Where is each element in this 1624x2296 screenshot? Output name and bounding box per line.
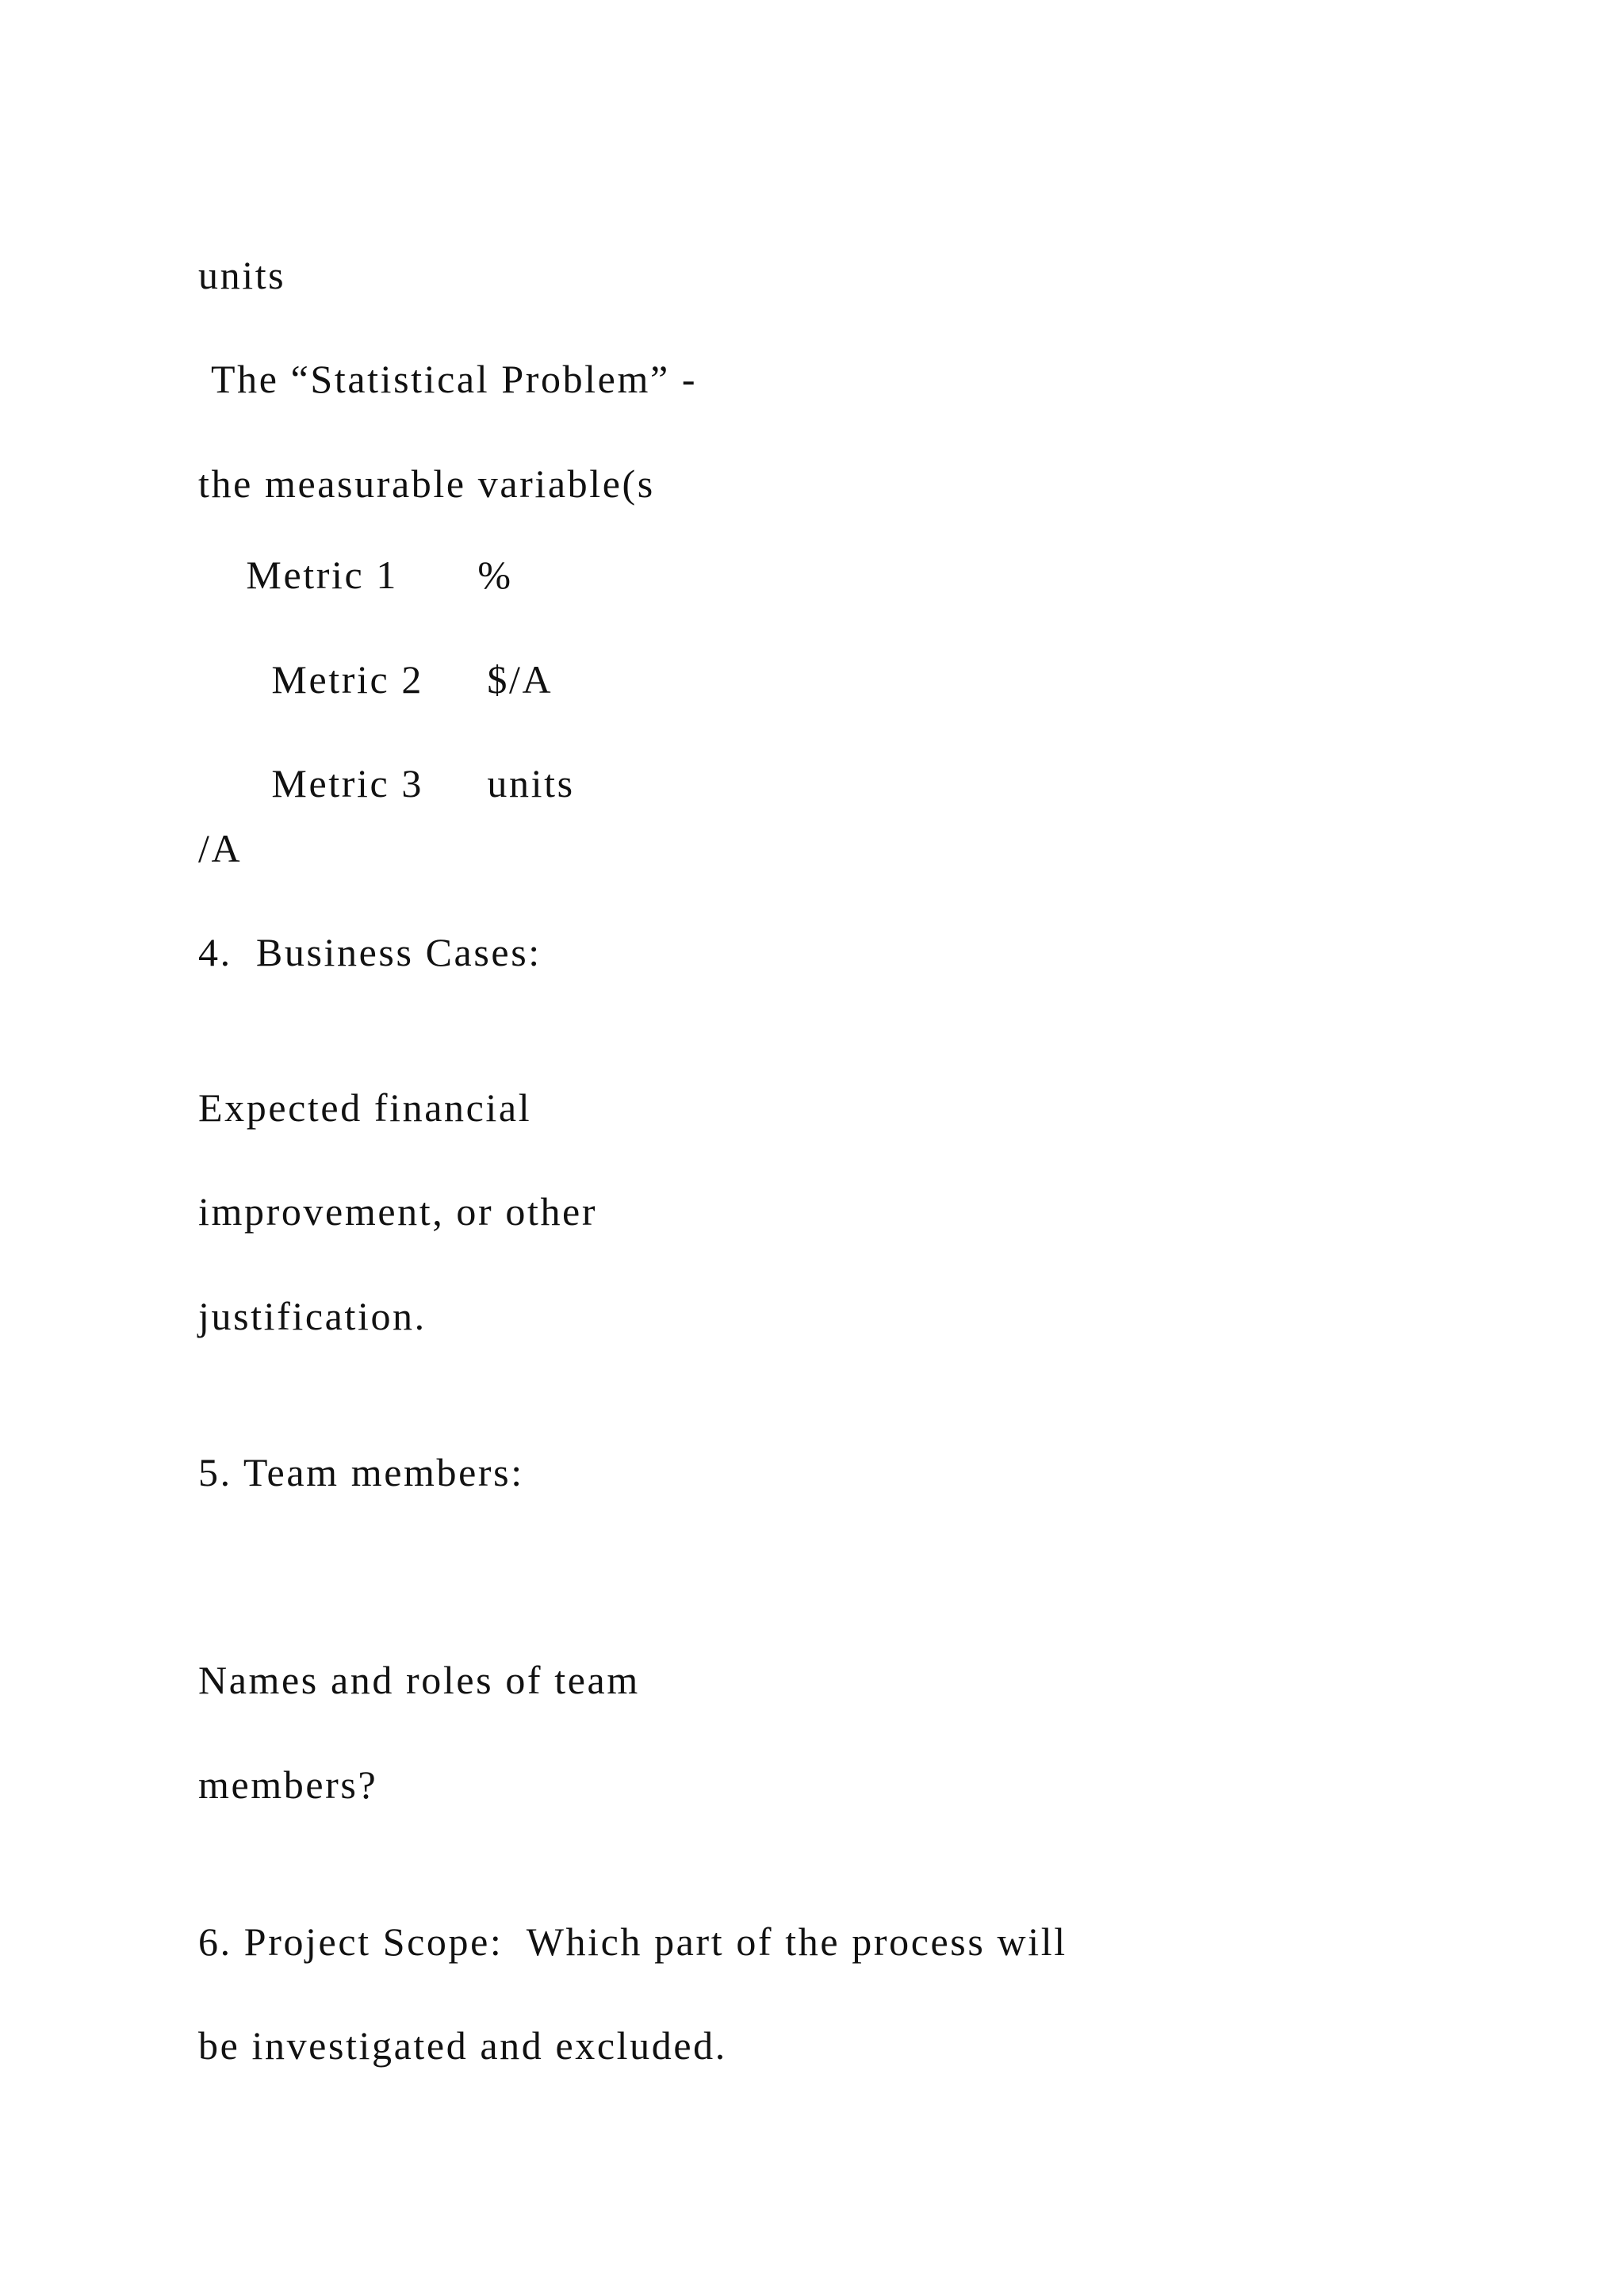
section-heading-project-scope: 6. Project Scope: Which part of the process will	[198, 1919, 1067, 1964]
metric-name: Metric 1	[246, 553, 398, 597]
text-line: justification.	[198, 1294, 427, 1338]
metric-row	[224, 724, 575, 843]
text-line: Expected financial	[198, 1085, 532, 1130]
text-line: be investigated and excluded.	[198, 2023, 727, 2068]
metric-unit: units	[487, 761, 575, 806]
metric-unit: $/A	[487, 657, 553, 702]
statistical-problem-heading: The “Statistical Problem” -	[211, 357, 698, 401]
text-line: Names and roles of team	[198, 1658, 640, 1702]
section-heading-team-members: 5. Team members:	[198, 1450, 524, 1494]
text-line: units	[198, 253, 286, 297]
text-line: members?	[198, 1762, 378, 1807]
text-line: /A	[198, 826, 243, 871]
metric-unit: %	[477, 553, 513, 597]
text-line: improvement, or other	[198, 1189, 598, 1234]
metric-row	[224, 620, 553, 739]
section-heading-business-cases: 4. Business Cases:	[198, 930, 542, 974]
metric-row	[198, 515, 513, 634]
metric-name: Metric 3	[271, 761, 423, 806]
metric-name: Metric 2	[271, 657, 423, 702]
text-line: the measurable variable(s	[198, 461, 655, 506]
